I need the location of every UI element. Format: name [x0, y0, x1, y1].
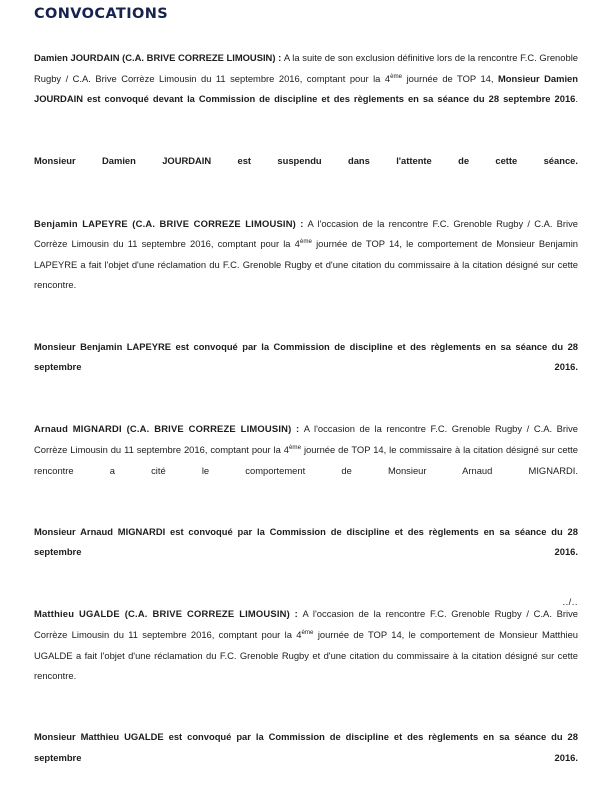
- bold-clause-jourdain: Monsieur Damien JOURDAIN est convoqué devant la Commission de discipline et des règlements en sa séance du 28 septembre 2016: [34, 72, 578, 105]
- convocation-paragraph-mignardi: [34, 419, 578, 501]
- after-ordinal-ugalde: journée de TOP 14, le comportement de Monsieur Matthieu UGALDE a fait l'objet d'une réclamation du F.C. Grenoble Rugby et d'une citation du commissaire à la citation désigné sur cette rencontre.: [34, 629, 578, 682]
- conclusion-ugalde: Monsieur Matthieu UGALDE est convoqué par la Commission de discipline et des règlements en sa séance du 28 septembre 2016.: [34, 731, 578, 764]
- player-name-ugalde: Matthieu UGALDE (C.A. BRIVE CORREZE LIMOUSIN): [34, 608, 290, 620]
- conclusion-mignardi: Monsieur Arnaud MIGNARDI est convoqué par la Commission de discipline et des règlements en sa séance du 28 septembre 2016.: [34, 525, 578, 558]
- conclusion-lapeyre: Monsieur Benjamin LAPEYRE est convoqué par la Commission de discipline et des règlements en sa séance du 28 septembre 2016.: [34, 340, 578, 373]
- intro-text-ugalde: A l'occasion de la rencontre F.C. Grenoble Rugby / C.A. Brive Corrèze Limousin du 11 septembre 2016, comptant pour la 4: [34, 608, 578, 641]
- after-ordinal-lapeyre: journée de TOP 14, le comportement de Monsieur Benjamin LAPEYRE a fait l'objet d'une réclamation du F.C. Grenoble Rugby et d'une citation du commissaire à la citation désigné sur cette rencontre.: [34, 238, 578, 291]
- after-ordinal-mignardi: journée de TOP 14, le commissaire à la citation désigné sur cette rencontre a cité le comportement de Monsieur Arnaud MIGNARDI.: [34, 443, 578, 476]
- ordinal-suffix-lapeyre: ème: [299, 238, 312, 246]
- separator-mignardi: :: [291, 423, 304, 435]
- ordinal-suffix-ugalde: ème: [301, 628, 314, 636]
- separator-jourdain: :: [275, 52, 284, 63]
- player-name-mignardi: Arnaud MIGNARDI (C.A. BRIVE CORREZE LIMOUSIN): [34, 423, 292, 435]
- convocation-paragraph-jourdain: [34, 48, 578, 130]
- continuation-marker: ../..: [562, 596, 578, 607]
- player-name-lapeyre: Benjamin LAPEYRE (C.A. BRIVE CORREZE LIMOUSIN): [34, 217, 296, 229]
- ordinal-suffix-jourdain: ème: [390, 72, 403, 80]
- tail-jourdain: .: [575, 93, 578, 105]
- intro-text-lapeyre: A l'occasion de la rencontre F.C. Grenoble Rugby / C.A. Brive Corrèze Limousin du 11 septembre 2016, comptant pour la 4: [34, 217, 579, 250]
- player-name-jourdain: Damien JOURDAIN (C.A. BRIVE CORREZE LIMOUSIN): [34, 52, 276, 63]
- intro-text-mignardi: A l'occasion de la rencontre F.C. Grenoble Rugby / C.A. Brive Corrèze Limousin du 11 septembre 2016, comptant pour la 4: [34, 423, 578, 455]
- document-body: [34, 48, 578, 789]
- page-title: CONVOCATIONS: [34, 6, 169, 22]
- convocation-paragraph-ugalde: [34, 604, 578, 707]
- separator-ugalde: :: [289, 608, 303, 620]
- convocation-paragraph-lapeyre: [34, 214, 578, 317]
- intro-text-jourdain: A la suite de son exclusion définitive lors de la rencontre F.C. Grenoble Rugby / C.A. Brive Corrèze Limousin du 11 septembre 2016, comptant pour la 4: [34, 52, 578, 84]
- conclusion-jourdain: Monsieur Damien JOURDAIN est suspendu dans l'attente de cette séance.: [34, 155, 578, 167]
- separator-lapeyre: :: [296, 217, 308, 229]
- after-ordinal-jourdain: journée de TOP 14,: [402, 72, 498, 84]
- ordinal-suffix-mignardi: ème: [288, 443, 302, 451]
